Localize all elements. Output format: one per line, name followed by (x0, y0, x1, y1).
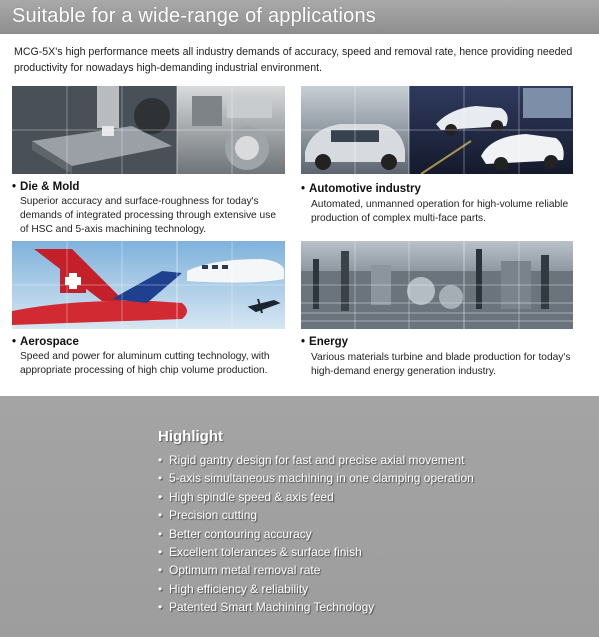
bullet-icon: • (12, 336, 17, 348)
application-title: • Automotive industry (301, 183, 421, 195)
highlight-item: • Rigid gantry design for fast and precise axial movement (158, 451, 474, 469)
highlight-item: • 5-axis simultaneous machining in one clamping operation (158, 469, 474, 487)
highlight-item: • Better contouring accuracy (158, 525, 474, 543)
bullet-icon: • (158, 508, 163, 523)
highlight-item: • High efficiency & reliability (158, 580, 474, 598)
highlight-item: • Excellent tolerances & surface finish (158, 543, 474, 561)
application-description: Speed and power for aluminum cutting technology, with appropriate processing of high chip volume production. (20, 351, 270, 376)
highlight-item: • Patented Smart Machining Technology (158, 598, 474, 616)
application-title: • Die & Mold (12, 181, 80, 193)
bullet-icon: • (158, 489, 163, 504)
application-title: • Energy (301, 336, 349, 348)
application-card-energy (301, 241, 587, 381)
bullet-icon: • (158, 600, 163, 615)
application-description: Automated, unmanned operation for high-volume reliable production of complex multi-face parts. (311, 199, 569, 224)
bullet-icon: • (158, 545, 163, 560)
application-card-die-mold (12, 86, 286, 236)
aerospace-photo (12, 241, 285, 329)
bullet-icon: • (301, 183, 306, 195)
bullet-icon: • (158, 563, 163, 578)
automotive-photo (301, 86, 573, 174)
energy-photo (301, 241, 573, 329)
bullet-icon: • (158, 526, 163, 541)
application-card-automotive (301, 86, 587, 236)
application-description: Various materials turbine and blade production for today's high-demand energy generation industry. (311, 352, 571, 377)
application-description: Superior accuracy and surface-roughness for today's demands of integrated processing through extensive use of HSC and 5-axis machining technology. (20, 196, 276, 235)
application-card-aerospace (12, 241, 286, 381)
die-mold-photo (12, 86, 285, 174)
bullet-icon: • (158, 453, 163, 467)
highlight-item: • Precision cutting (158, 506, 474, 524)
intro-paragraph: MCG-5X's high performance meets all industry demands of accuracy, speed and removal rate, hence providing needed productivity for nowadays high-demanding industrial environment. (14, 46, 573, 74)
bullet-icon: • (12, 181, 17, 193)
section-header (0, 0, 599, 34)
bullet-icon: • (301, 336, 306, 348)
highlight-list (158, 451, 474, 617)
highlight-item: • High spindle speed & axis feed (158, 488, 474, 506)
bullet-icon: • (158, 471, 163, 486)
highlight-item: • Optimum metal removal rate (158, 561, 474, 579)
section-title: Suitable for a wide-range of applications (12, 5, 376, 27)
highlight-title: Highlight (158, 428, 223, 445)
application-title: • Aerospace (12, 336, 79, 348)
bullet-icon: • (158, 581, 163, 596)
